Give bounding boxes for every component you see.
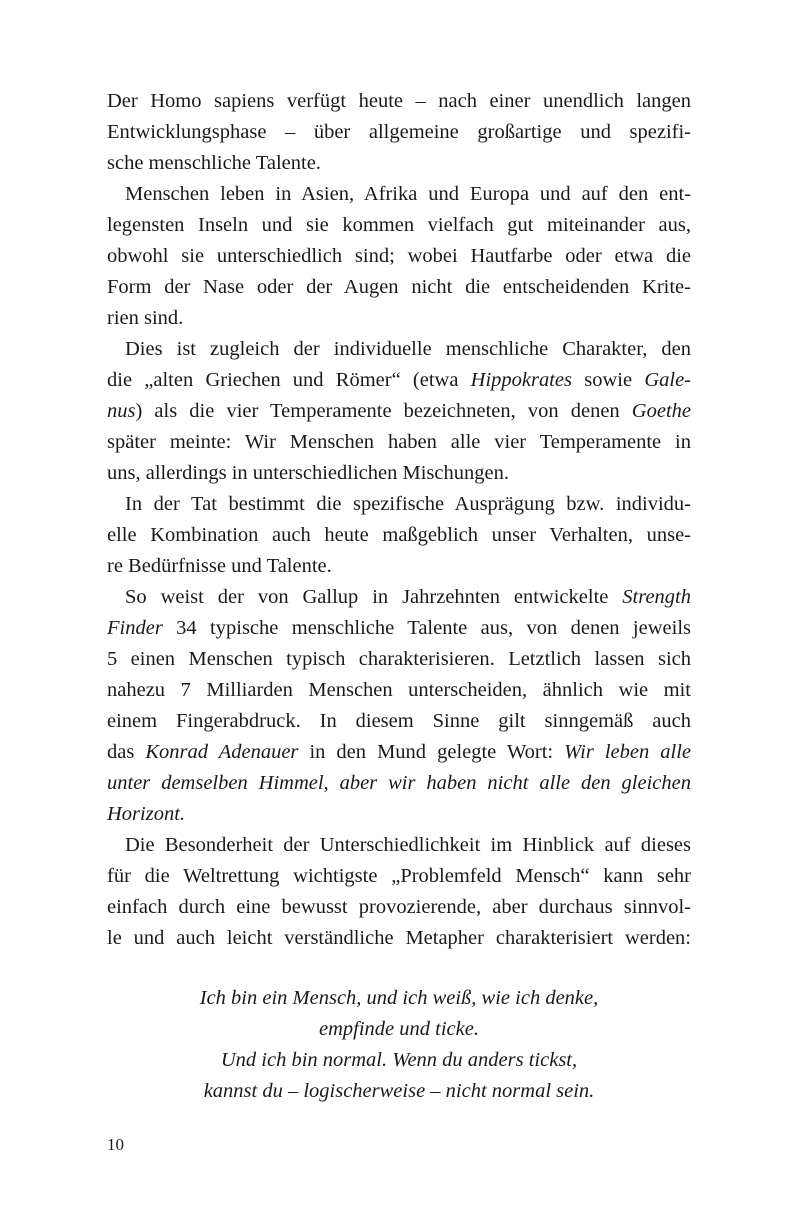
- text-line: [107, 799, 691, 830]
- italic-name: Gale-: [644, 369, 691, 391]
- italic-title: Strength: [622, 586, 691, 608]
- text-line: [107, 768, 691, 799]
- text-line: später meinte: Wir Menschen haben alle vier Temperamente in: [107, 431, 691, 453]
- text-line: le und auch leicht verständliche Metapher charakterisiert werden:: [107, 927, 691, 949]
- italic-quote: Horizont.: [107, 803, 186, 825]
- italic-name: nus: [107, 400, 136, 422]
- text-line: elle Kombination auch heute maßgeblich unser Verhalten, unse-: [107, 524, 691, 546]
- body-text: [107, 86, 691, 954]
- text-line: das Konrad Adenauer in den Mund gelegte Wort: Wir leben alle: [107, 741, 692, 763]
- verse-line: Und ich bin normal. Wenn du anders tickst,: [220, 1049, 578, 1071]
- text-line: Menschen leben in Asien, Afrika und Europa und auf den ent-: [125, 183, 691, 205]
- text-line: Der Homo sapiens verfügt heute – nach einer unendlich langen: [107, 90, 691, 112]
- text-line: für die Weltrettung wichtigste „Problemfeld Mensch“ kann sehr: [107, 865, 691, 887]
- italic-name: Goethe: [631, 400, 691, 422]
- italic-quote: Wir leben alle: [564, 741, 692, 763]
- text-line: einem Fingerabdruck. In diesem Sinne gilt sinngemäß auch: [107, 710, 691, 732]
- text-line: Form der Nase oder der Augen nicht die entscheidenden Krite-: [107, 276, 691, 298]
- text-line: rien sind.: [107, 307, 184, 329]
- verse-block: [107, 983, 691, 1107]
- verse-line: Ich bin ein Mensch, und ich weiß, wie ich denke,: [199, 987, 599, 1009]
- text-line: obwohl sie unterschiedlich sind; wobei Hautfarbe oder etwa die: [107, 245, 691, 267]
- text-line: legensten Inseln und sie kommen vielfach gut miteinander aus,: [107, 214, 691, 236]
- verse-line: empfinde und ticke.: [319, 1018, 479, 1040]
- text-line: Finder 34 typische menschliche Talente aus, von denen jeweils: [107, 617, 691, 639]
- italic-name: Konrad Adenauer: [145, 741, 299, 763]
- text-line: einfach durch eine bewusst provozierende, aber durchaus sinnvol-: [107, 896, 691, 918]
- page-number: 10: [107, 1135, 124, 1154]
- text-line: uns, allerdings in unterschiedlichen Mischungen.: [107, 462, 509, 484]
- text-line: So weist der von Gallup in Jahrzehnten entwickelte Strength: [125, 586, 691, 608]
- italic-name: Hippokrates: [470, 369, 573, 391]
- text-line: 5 einen Menschen typisch charakterisieren. Letztlich lassen sich: [107, 648, 691, 670]
- italic-quote: unter demselben Himmel, aber wir haben nicht alle den gleichen: [107, 772, 691, 794]
- verse-line: kannst du – logischerweise – nicht normal sein.: [203, 1080, 595, 1102]
- text-line: sche menschliche Talente.: [107, 152, 321, 174]
- text-line: nus) als die vier Temperamente bezeichneten, von denen Goethe: [107, 400, 691, 422]
- text-line: die „alten Griechen und Römer“ (etwa Hippokrates sowie Gale-: [107, 369, 691, 391]
- text-line: Entwicklungsphase – über allgemeine großartige und spezifi-: [107, 121, 691, 143]
- text-line: Dies ist zugleich der individuelle menschliche Charakter, den: [125, 338, 691, 360]
- text-line: Die Besonderheit der Unterschiedlichkeit im Hinblick auf dieses: [125, 834, 691, 856]
- text-line: nahezu 7 Milliarden Menschen unterscheiden, ähnlich wie mit: [107, 679, 691, 701]
- text-line: In der Tat bestimmt die spezifische Ausprägung bzw. individu-: [125, 493, 691, 515]
- text-line: re Bedürfnisse und Talente.: [107, 555, 332, 577]
- italic-title: Finder: [107, 617, 163, 639]
